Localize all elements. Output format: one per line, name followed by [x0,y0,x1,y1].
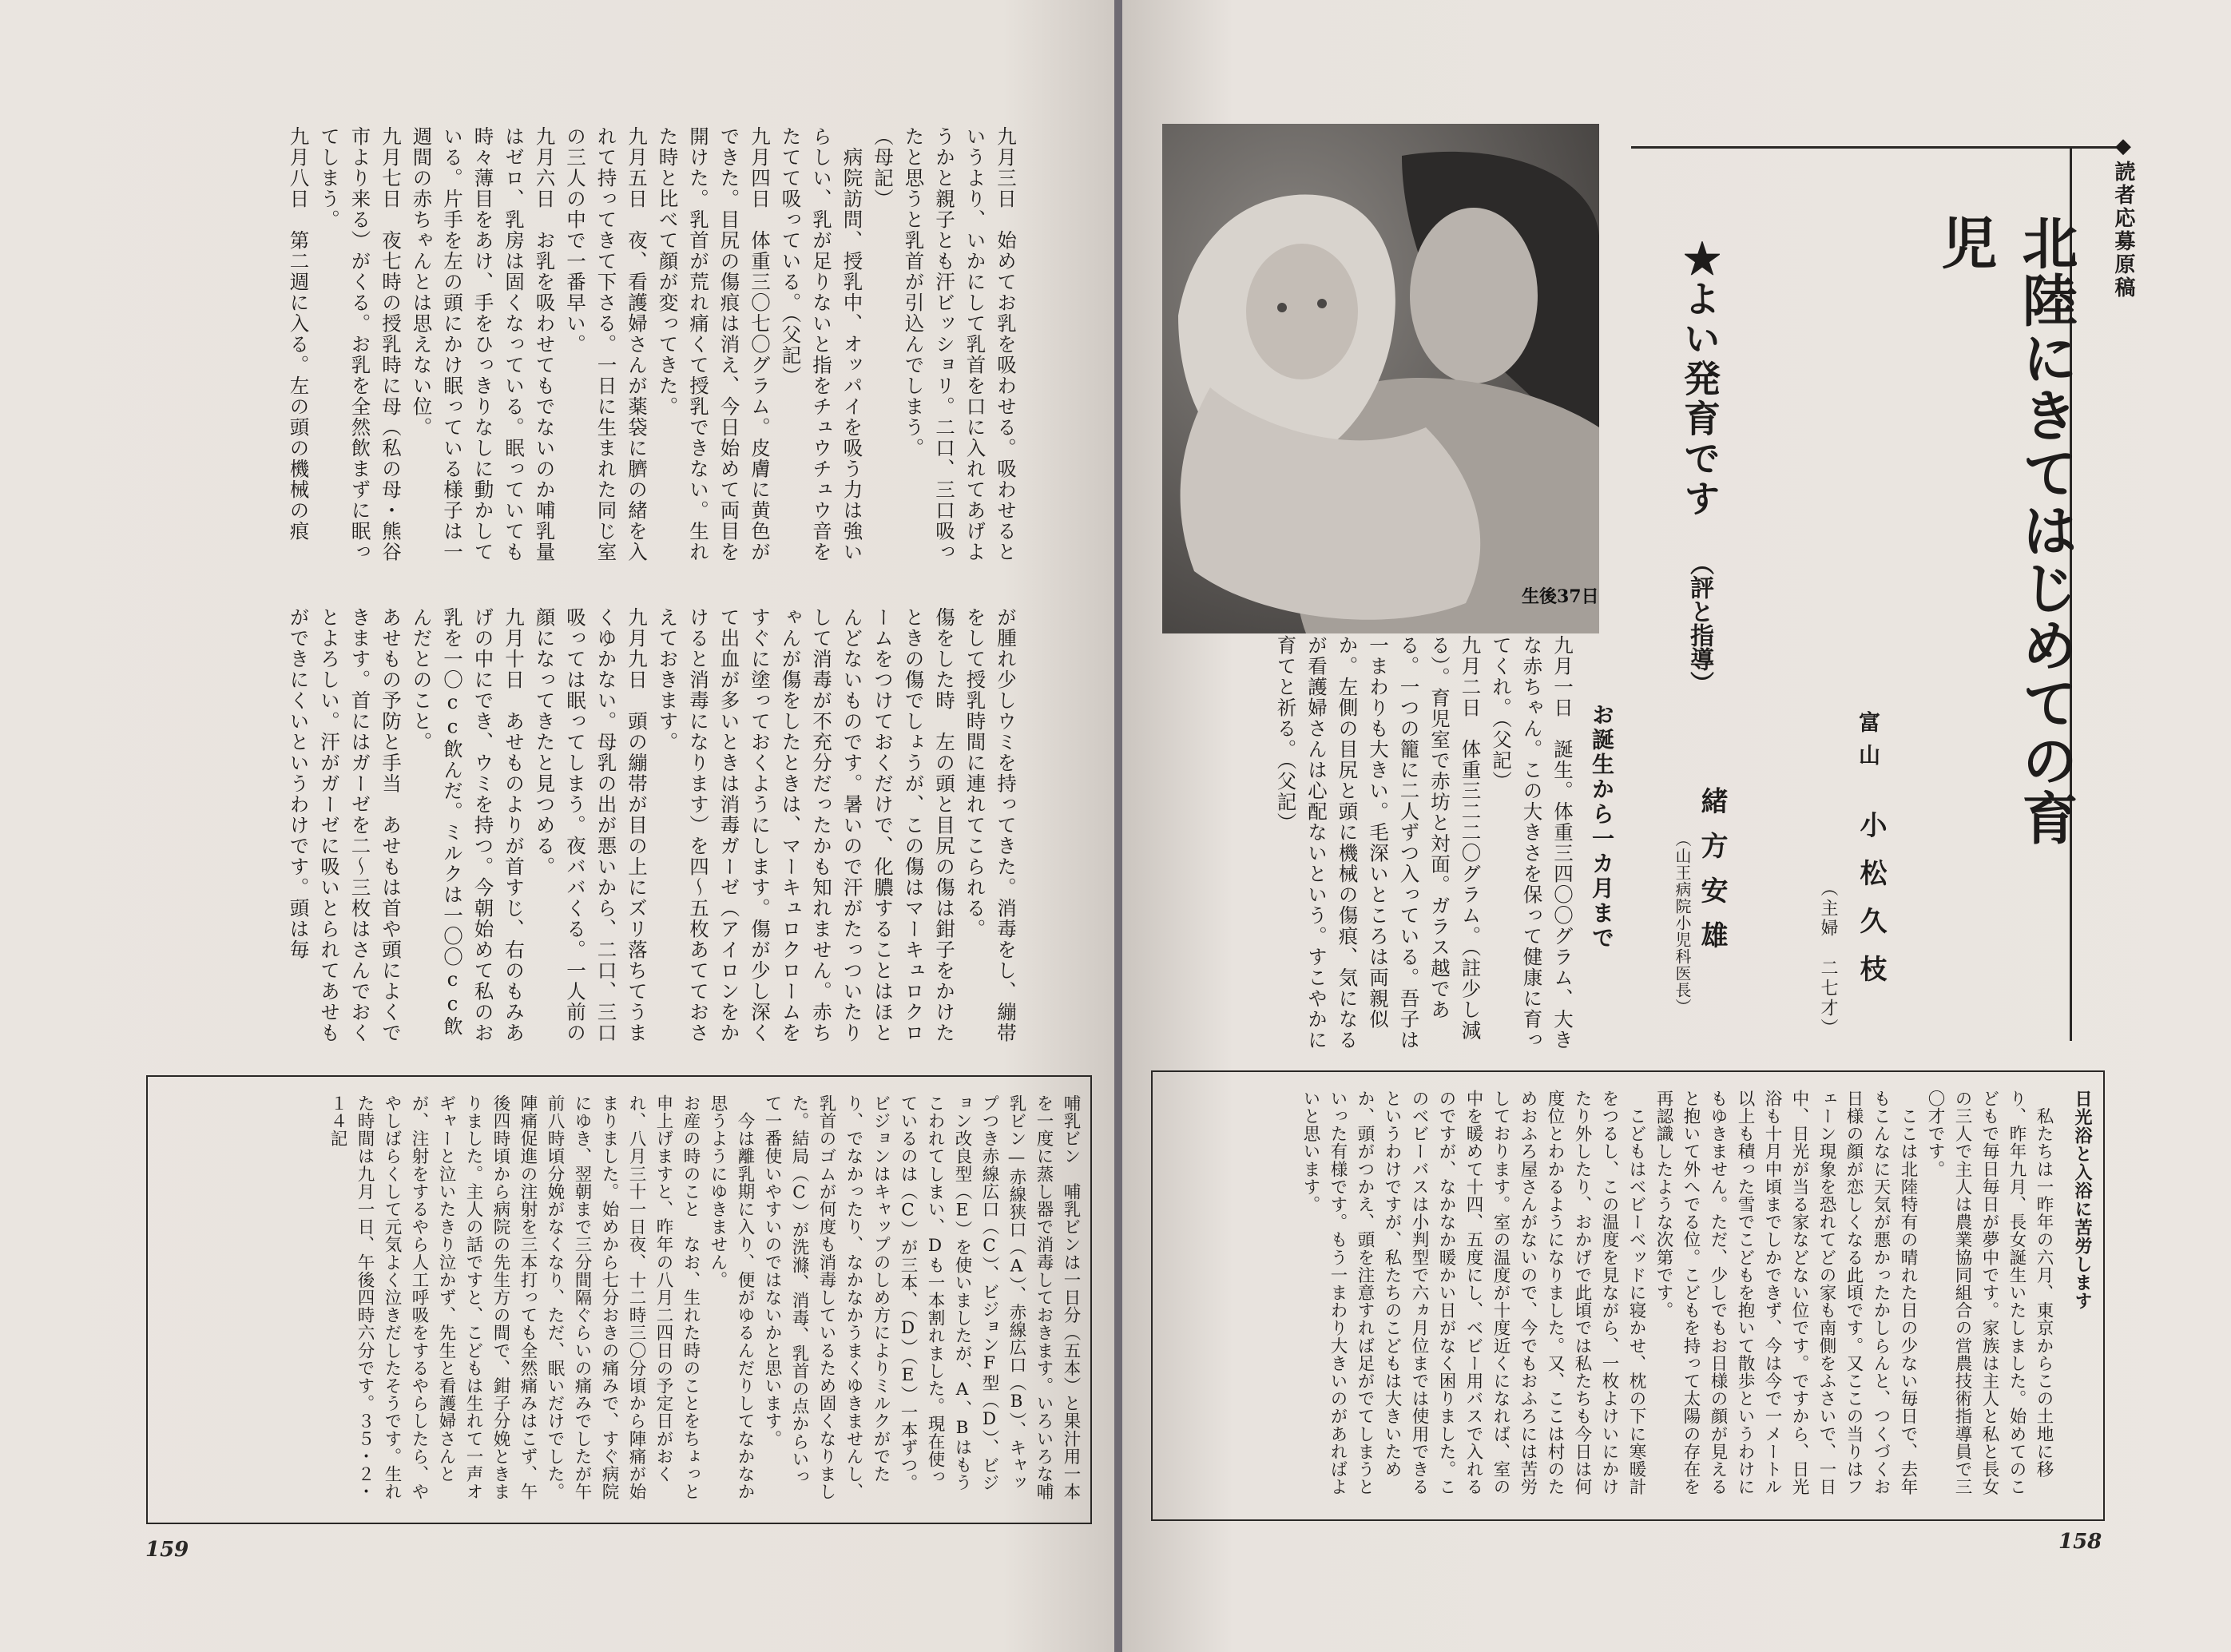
commentator-name: 緒方安雄 [1696,787,1728,966]
page-number: 159 [145,1538,189,1562]
box-text: 哺乳ビン 哺乳ビンは一日分（五本）と果汁用一本を一度に蒸し器で消毒しておきます。いろいろな哺乳ビン—赤線狭口（A）、赤線広口（B）、キャップつき赤線広口（C）、ビジョンF型（D）、ビジョン改良型（E）を使いましたが、A、Bはもうこわれてしまい、Dも一本割れました。現在使っているのは（C）が三本、（D）（E）一本ずつ。ビジョンはキャップのしめ方によりミルクがでたり、でなかったり、なかなかうまくゆきませんし、乳首のゴムが何度も消毒しているため固くなりました。結局（C）が洗滌、消毒、乳首の点からいって一番使いやすいのではないかと思います。 今は離乳期に入り、便がゆるんだりしてなかなか思うようにゆきません。 お産の時のこと なお、生れた時のことをちょっと申上げますと、昨年の八月二四日の予定日がおくれ、八月三十一日夜、十二時三〇分頃から陣痛が始まりました。始めから七分おきの痛みで、すぐ病院にゆき、翌朝まで三分間隔ぐらいの痛みでしたが午前八時頃分娩がなくなり、ただ、眠いだけでした。陣痛促進の注射を三本打っても全然痛みはこず、午後四時頃から病院の先生方の間で、鉗子分娩ときまりました。主人の話ですと、こどもは生れて一声オギャーと泣いたきり泣かず、先生と看護婦さんとが、注射をするやら人工呼吸をするやらしたら、ややしばらくして元気よく泣きだしたそうです。生れた時間は九月一日、午後四時六分です。３５・２・１４記 [328,1094,1081,1501]
diary-column: 九月一日 誕生。体重三四〇〇グラム、大きな赤ちゃん。この大きさを保って健康に育ってくれ。（父記） 九月二日 体重三二二〇グラム。（註少し減る）。育児室で赤坊と対面。ガラス越である。一つの籠に二人ずつ入っている。吾子は一まわりも大きい。毛深いところは両親似か。左側の目尻と頭に機械の傷痕、気になるが看護婦さんは心配ないという。すこやかに育てと祈る。（父記） [1274,635,1574,1050]
bottle-and-birth-box [146,1075,1092,1524]
box-heading: 日光浴と入浴に苦労します [2072,1090,2093,1310]
section-heading: お誕生から一カ月まで [1589,703,1615,951]
diary-column-lower: が腫れ少しウミを持ってきた。消毒をし、繃帯をして授乳時間に連れてこられる。 傷をした時 左の頭と目尻の傷は鉗子をかけたときの傷でしょうが、この傷はマーキュロクロームをつけておくだけで、化膿することはほとんどないものです。暑いので汗がたっついたりして消毒が不充分だったかも知れません。赤ちゃんが傷をしたときは、マーキュロクロームをすぐに塗っておくようにします。傷が少し深くて出血が多いときは消毒ガーゼ（アイロンをかけると消毒になります）を四〜五枚あてておさえておきます。 九月九日 頭の繃帯が目の上にズリ落ちてうまくゆかない。母乳の出が悪いから、二口、三口吸っては眠ってしまう。夜ババくる。一人前の顔になってきたと見つめる。 九月十日 あせものよりが首すじ、右のもみあげの中にでき、ウミを持つ。今朝始めて私のお乳を一〇cc飲んだ。ミルクは一〇〇cc飲んだとのこと。 あせもの予防と手当 あせもは首や頭によくできます。首にはガーゼを二〜三枚はさんでおくとよろしい。汗がガーゼに吸いとられてあせもができにくいというわけです。頭は毎 [287,607,1018,1043]
photo-illustration [1162,124,1599,633]
box-text: 私たちは一昨年の六月、東京からこの土地に移り、昨年九月、長女誕生いたしました。始めてのこどもで毎日毎日が夢中です。家族は主人と私と長女の三人で主人は農業協同組合の営農技術指導員で三〇才です。 ここは北陸特有の晴れた日の少ない毎日で、去年もこんなに天気が悪かったかしらんと、つくづくお日様の顔が恋しくなる此頃です。又ここの当りはフェーン現象を恐れてどの家も南側をふさいで、一日中、日光が当る家などない位です。ですから、日光浴も十月中頃までしかできず、今は今で一メートル以上も積った雪でこどもを抱いて散歩というわけにもゆきません。ただ、少しでもお日様の顔が見えると抱いて外へでる位。こどもを持って太陽の存在を再認識したような次第です。 こどもはベビーベッドに寝かせ、枕の下に寒暖計をつるし、この温度を見ながら、一枚よけいにかけたり外したり、おかげで此頃では私たちも今日は何度位とわかるようになりました。又、ここは村のためおふろ屋さんがないので、今でもおふろには苦労しております。室の温度が十度近くになれば、室の中を暖めて十四、五度にし、ベビー用バスで入れるのですが、なかなか暖かい日がなく困りました。このベビーバスは小判型で六ヵ月位までは使用できるというわけですが、私たちのこどもは大きいためか、頭がつかえ、頭を注意すれば足がでてしまうといった有様です。もう一まわり大きいのがあればよいと思います。 [1300,1090,2054,1496]
author-location: 富山 [1855,711,1880,776]
mother-and-baby-photo [1162,124,1599,633]
author-name: 小松久枝 [1855,811,1887,1003]
commentary-sub: （評と指導） [1685,551,1713,695]
diary-column-upper: 九月三日 始めてお乳を吸わせる。吸わせるというより、いかにして乳首を口に入れてあげようかと親子とも汗ビッショリ。二口、三口吸ったと思うと乳首が引込んでしまう。 （母記） 病院訪問、授乳中、オッパイを吸う力は強いらしい、乳が足りないと指をチュウチュウ音をたてて吸っている。（父記） 九月四日 体重三〇七〇グラム。皮膚に黄色ができた。目尻の傷痕は消え、今日始めて両目を開けた。乳首が荒れ痛くて授乳できない。生れた時と比べて顔が変ってきた。 九月五日 夜、看護婦さんが薬袋に臍の緒を入れて持ってきて下さる。一日に生まれた同じ室の三人の中で一番早い。 九月六日 お乳を吸わせてもでないのか哺乳量はゼロ、乳房は固くなっている。眠っていても時々薄目をあけ、手をひっきりなしに動かしている。片手を左の頭にかけ眠っている様子は一週間の赤ちゃんとは思えない位。 九月七日 夜七時の授乳時に母（私の母・熊谷市より来る）がくる。お乳を全然飲まずに眠ってしまう。 九月八日 第二週に入る。左の頭の機械の痕 [287,126,1018,562]
photo-caption: 生後37日 [1522,586,1599,607]
sunbath-bathing-box [1151,1070,2105,1521]
right-page [1122,0,2231,1652]
commentator-note: （山王病院小児科医長） [1673,831,1692,1015]
left-page [0,0,1114,1652]
series-label: ◆読者応募原稿 [2111,134,2135,300]
author-note: （主婦 二七才） [1818,879,1838,1038]
page-number: 158 [2058,1530,2102,1554]
commentary-title: ★よい発育です [1678,240,1721,519]
header-rule [1631,146,2128,149]
article-title: 北陸にきてはじめての育児 [1932,214,2079,847]
